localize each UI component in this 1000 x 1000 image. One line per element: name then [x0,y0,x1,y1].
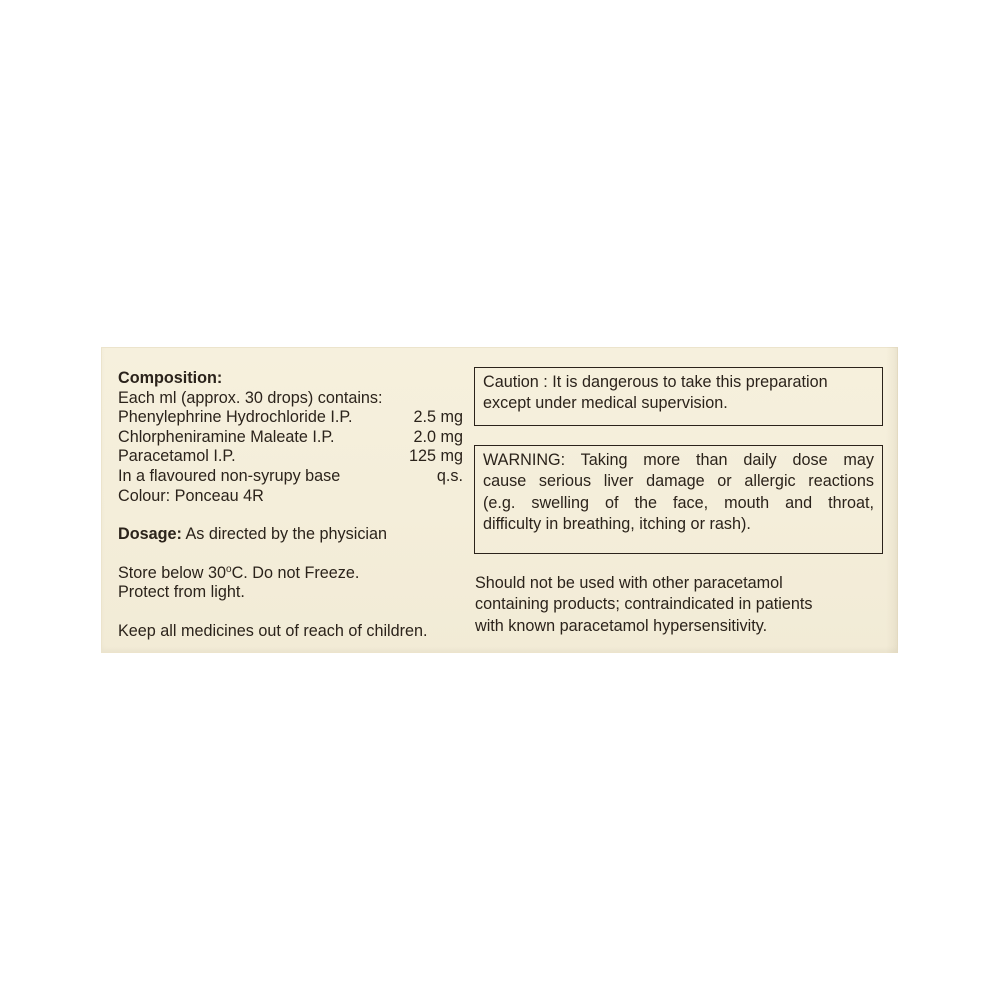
dosage-line [118,525,463,545]
contraindication-note [475,573,885,637]
caution-line: Caution : It is dangerous to take this preparation [483,373,828,391]
dosage-text: As directed by the physician [185,525,388,544]
ingredient-row [118,408,463,428]
contraindication-line: containing products; contraindicated in patients [475,595,813,614]
caution-line: except under medical supervision. [483,394,728,413]
warning-line: cause serious liver damage or allergic reactions [483,472,874,491]
ingredient-name: Phenylephrine Hydrochloride I.P. [118,408,353,427]
panel-edge-shadow [886,347,898,653]
storage-freeze-text: C. Do not Freeze. [231,563,360,582]
ingredient-row [118,447,463,467]
degree-sign: o [226,563,232,575]
ingredient-amount: q.s. [436,466,463,485]
warning-line: (e.g. swelling of the face, mouth and throat, [483,493,874,512]
ingredient-row [118,428,463,448]
warning-line: WARNING: Taking more than daily dose may [483,451,874,469]
warning-box [474,445,883,554]
storage-temp-text: Store below 30 [118,563,226,582]
dosage-label: Dosage: [118,525,182,544]
warning-line: difficulty in breathing, itching or rash). [483,515,751,534]
ingredient-name: Chlorpheniramine Maleate I.P. [118,427,335,446]
caution-box [474,367,883,426]
ingredient-amount: 2.0 mg [413,427,463,446]
ingredient-name: In a flavoured non-syrupy base [118,466,341,485]
spacer [118,506,463,525]
ingredient-amount: 125 mg [409,447,463,466]
spacer [118,545,463,564]
ingredient-row [118,467,463,487]
contraindication-line: with known paracetamol hypersensitivity. [475,616,768,635]
storage-line-2: Protect from light. [118,583,245,602]
left-column [118,369,463,642]
ingredient-name: Paracetamol I.P. [118,447,236,466]
ingredient-amount: 2.5 mg [413,408,463,427]
children-warning: Keep all medicines out of reach of children. [118,621,428,640]
storage-line-1 [118,564,463,584]
composition-heading: Composition: [118,369,223,387]
composition-intro: Each ml (approx. 30 drops) contains: [118,388,383,407]
spacer [118,603,463,622]
colour-line: Colour: Ponceau 4R [118,486,264,505]
contraindication-line: Should not be used with other paracetamol [475,574,783,592]
